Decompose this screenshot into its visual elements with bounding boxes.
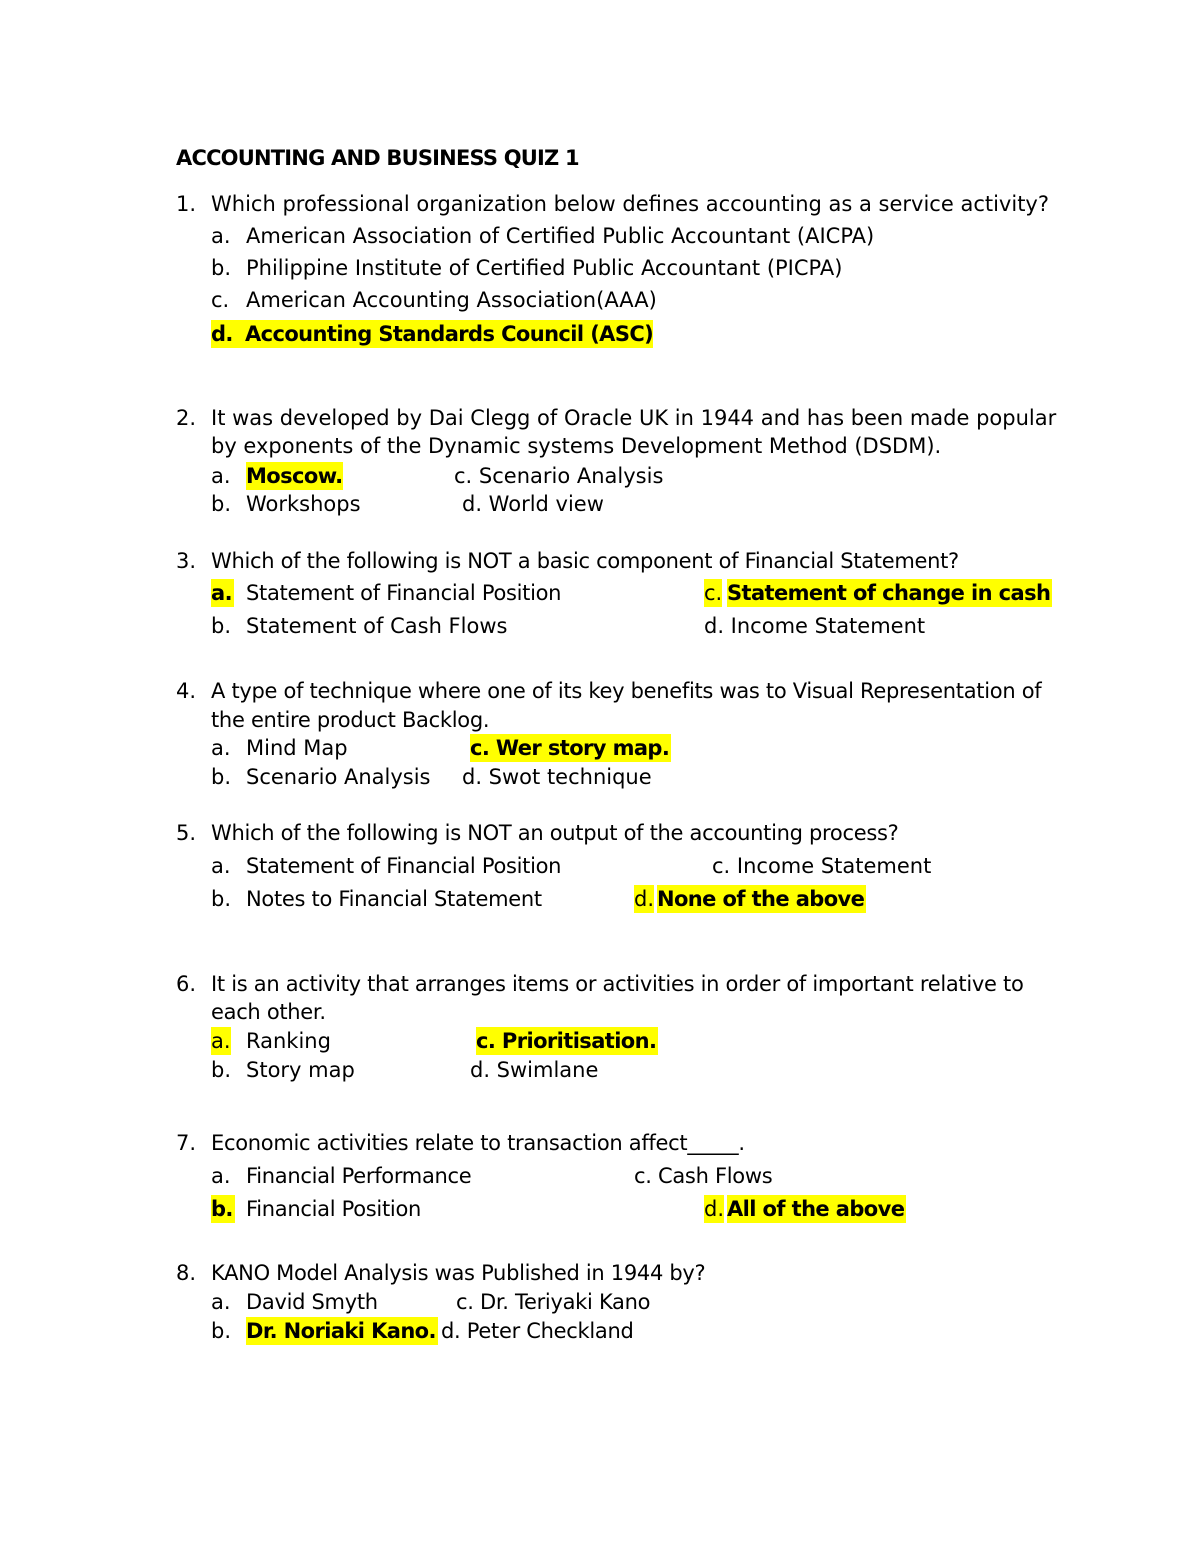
option-letter: b. [211, 492, 232, 516]
option-text: Statement of Cash Flows [246, 614, 508, 638]
option-text-correct: c. Prioritisation. [476, 1029, 657, 1053]
question-text: each other. [211, 1000, 326, 1024]
option-text: Story map [246, 1058, 355, 1082]
option-letter: b. [211, 614, 232, 638]
option-letter: a. [211, 224, 231, 248]
option-text: American Accounting Association(AAA) [246, 288, 657, 312]
question-text: Which professional organization below defines accounting as a service activity? [211, 192, 1050, 216]
option-text: Philippine Institute of Certified Public Accountant (PICPA) [246, 256, 843, 280]
question-text: Economic activities relate to transaction affect_____. [211, 1131, 745, 1155]
option-text: d. Peter Checkland [441, 1319, 634, 1343]
question-number: 8. [176, 1261, 197, 1285]
option-letter: c. [211, 288, 230, 312]
question-number: 4. [176, 679, 197, 703]
question-text: KANO Model Analysis was Published in 1944 by? [211, 1261, 706, 1285]
option-text: c. Income Statement [712, 854, 932, 878]
question-text: Which of the following is NOT a basic component of Financial Statement? [211, 549, 959, 573]
option-text: c. Scenario Analysis [454, 464, 664, 488]
option-text: Statement of Financial Position [246, 581, 562, 605]
question-text: Which of the following is NOT an output of the accounting process? [211, 821, 899, 845]
option-letter: d. [634, 887, 655, 911]
option-text-correct: Statement of change in cash [727, 581, 1051, 605]
option-text-correct: Dr. Noriaki Kano. [246, 1319, 436, 1343]
option-text: c. Cash Flows [634, 1164, 773, 1188]
question-number: 1. [176, 192, 197, 216]
option-text: Scenario Analysis [246, 765, 431, 789]
question-number: 5. [176, 821, 197, 845]
option-letter: b. [211, 765, 232, 789]
option-letter-correct: d. [211, 320, 247, 348]
option-text-correct: c. Wer story map. [470, 736, 670, 760]
question-text: It is an activity that arranges items or activities in order of important relative to [211, 972, 1024, 996]
option-text: Financial Position [246, 1197, 421, 1221]
option-letter: d. [704, 1197, 725, 1221]
option-text: David Smyth [246, 1290, 378, 1314]
option-text: Ranking [246, 1029, 331, 1053]
option-letter-correct: a. [211, 581, 232, 605]
option-text: Workshops [246, 492, 361, 516]
option-letter: a. [211, 464, 231, 488]
option-text: d. Swimlane [470, 1058, 599, 1082]
option-letter: b. [211, 887, 232, 911]
option-text-correct: All of the above [727, 1197, 905, 1221]
option-text-correct: Moscow. [246, 464, 343, 488]
option-text: d. World view [462, 492, 604, 516]
option-text-correct: None of the above [657, 887, 865, 911]
question-number: 6. [176, 972, 197, 996]
quiz-title: ACCOUNTING AND BUSINESS QUIZ 1 [176, 146, 579, 170]
option-text: Financial Performance [246, 1164, 472, 1188]
option-letter-correct: b. [211, 1197, 233, 1221]
option-text: d. Swot technique [462, 765, 652, 789]
question-text: A type of technique where one of its key benefits was to Visual Representation of [211, 679, 1042, 703]
option-letter: b. [211, 1319, 232, 1343]
option-text-correct: Accounting Standards Council (ASC) [245, 322, 654, 346]
option-text: d. Income Statement [704, 614, 926, 638]
option-text: c. Dr. Teriyaki Kano [456, 1290, 651, 1314]
option-text: American Association of Certified Public Accountant (AICPA) [246, 224, 875, 248]
question-text: the entire product Backlog. [211, 708, 490, 732]
question-number: 3. [176, 549, 197, 573]
option-letter: a. [211, 1164, 231, 1188]
question-text: by exponents of the Dynamic systems Development Method (DSDM). [211, 434, 942, 458]
option-letter: a. [211, 854, 231, 878]
option-letter-correct: a. [211, 1029, 231, 1053]
option-letter: b. [211, 256, 232, 280]
question-text: It was developed by Dai Clegg of Oracle UK in 1944 and has been made popular [211, 406, 1057, 430]
option-letter: b. [211, 1058, 232, 1082]
option-text: Statement of Financial Position [246, 854, 562, 878]
option-text: Mind Map [246, 736, 348, 760]
option-text: Notes to Financial Statement [246, 887, 542, 911]
question-number: 2. [176, 406, 197, 430]
option-letter: a. [211, 736, 231, 760]
question-number: 7. [176, 1131, 197, 1155]
option-letter: a. [211, 1290, 231, 1314]
option-letter: c. [704, 581, 723, 605]
